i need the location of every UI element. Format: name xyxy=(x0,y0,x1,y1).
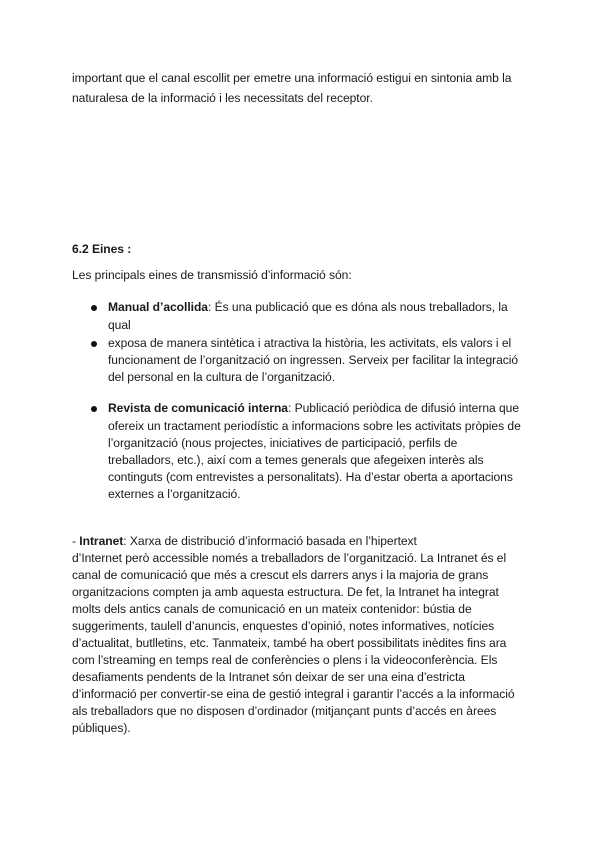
intranet-line-10: d’informació per convertir-se eina de gestió integral i garantir l’accés a la informació xyxy=(72,687,515,701)
bullet-manual-line-1 xyxy=(108,299,508,316)
bullet-dot xyxy=(91,305,97,311)
intranet-line-1 xyxy=(72,533,417,550)
bullet-manual-line-2: qual xyxy=(108,318,131,332)
intranet-line-12: públiques). xyxy=(72,721,131,735)
bullet-manual-cont-line-1: exposa de manera sintètica i atractiva la història, les activitats, els valors i el xyxy=(108,336,512,350)
section-lead: Les principals eines de transmissió d’informació són: xyxy=(72,268,352,282)
intranet-line-8: com l’streaming en temps real de conferències o plens i la videoconferència. Els xyxy=(72,653,498,667)
intranet-line-9: desafiaments pendents de la Intranet són deixar de ser una eina d’estricta xyxy=(72,670,465,684)
intranet-line-5: molts dels antics canals de comunicació en un mateix contenidor: bústia de xyxy=(72,602,472,616)
bullet-manual-cont-line-2: funcionament de l’organització on ingressen. Serveix per facilitar la integració xyxy=(108,353,519,367)
bullet-dot xyxy=(91,406,97,412)
intranet-line-3: canal de comunicació que més a crescut els darrers anys i la majoria de grans xyxy=(72,568,489,582)
section-heading: 6.2 Eines : xyxy=(72,242,132,256)
intranet-text: : Xarxa de distribució d’informació basada en l’hipertext xyxy=(123,534,417,548)
bullet-revista-title: Revista de comunicació interna xyxy=(108,401,288,415)
intranet-line-6: suggeriments, taulell d’anuncis, enquestes d’opinió, notes informatives, notícies xyxy=(72,619,495,633)
intranet-line-11: als treballadors que no disposen d’ordinador (mitjançant punts d’accés en àrees xyxy=(72,704,497,718)
bullet-dot xyxy=(91,341,97,347)
intranet-title: Intranet xyxy=(79,534,124,548)
bullet-revista-line-1 xyxy=(108,400,519,417)
bullet-revista-line-6: externes a l’organització. xyxy=(108,487,241,501)
bullet-revista-text: : Publicació periòdica de difusió interna que xyxy=(287,401,520,415)
intranet-line-4: organitzacions compten ja amb aquesta estructura. De fet, la Intranet ha integrat xyxy=(72,585,499,599)
intranet-line-2: d’Internet però accessible només a treballadors de l’organització. La Intranet és el xyxy=(72,551,507,565)
bullet-manual-cont-line-3: del personal en la cultura de l’organització. xyxy=(108,370,336,384)
bullet-revista-line-2: ofereix un tractament periodístic a informacions sobre les activitats pròpies de xyxy=(108,419,521,433)
bullet-revista-line-3: l’organització (nous projectes, iniciatives de participació, perfils de xyxy=(108,436,458,450)
intro-line-2: naturalesa de la informació i les necessitats del receptor. xyxy=(72,91,373,105)
intranet-line-7: d’actualitat, butlletins, etc. Tanmateix, també ha obert possibilitats inèdites fins ara xyxy=(72,636,507,650)
bullet-manual-text: : És una publicació que es dóna als nous treballadors, la xyxy=(207,300,508,314)
intranet-prefix: - xyxy=(72,534,80,548)
intro-line-1: important que el canal escollit per emetre una informació estigui en sintonia amb la xyxy=(72,71,512,85)
bullet-manual-title: Manual d’acollida xyxy=(108,300,208,314)
bullet-revista-line-4: treballadors, etc.), així com a temes generals que afegeixen interès als xyxy=(108,453,484,467)
bullet-revista-line-5: continguts (com entrevistes a personalitats). Ha d’estar oberta a aportacions xyxy=(108,470,513,484)
